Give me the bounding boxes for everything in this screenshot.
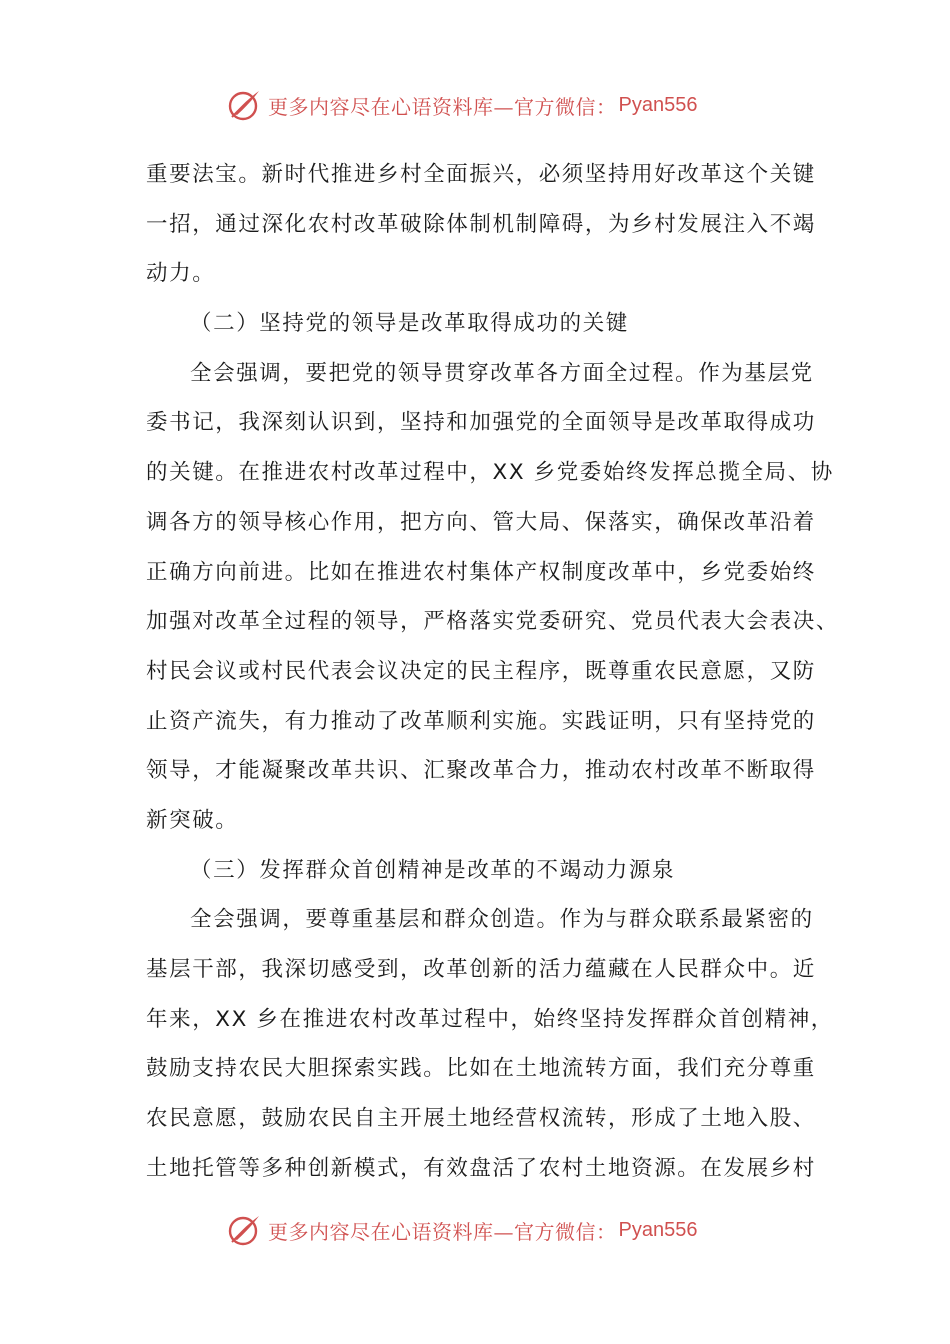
body-line: 正确方向前进。比如在推进农村集体产权制度改革中，乡党委始终 [146, 559, 816, 585]
body-line: 止资产流失，有力推动了改革顺利实施。实践证明，只有坚持党的 [146, 708, 816, 734]
body-line: 重要法宝。新时代推进乡村全面振兴，必须坚持用好改革这个关键 [146, 162, 816, 187]
body-line: 全会强调，要把党的领导贯穿改革各方面全过程。作为基层党 [190, 360, 814, 386]
body-line: 调各方的领导核心作用，把方向、管大局、保落实，确保改革沿着 [146, 509, 816, 535]
header-banner-handle: Pyan556 [618, 93, 698, 116]
body-line: 年来，XX 乡在推进农村改革过程中，始终坚持发挥群众首创精神， [146, 1006, 834, 1032]
body-line: 的关键。在推进农村改革过程中，XX 乡党委始终发挥总揽全局、协 [146, 460, 834, 486]
body-line: 加强对改革全过程的领导，严格落实党委研究、党员代表大会表决、 [146, 609, 840, 635]
body-line: 全会强调，要尊重基层和群众创造。作为与群众联系最紧密的 [190, 907, 814, 933]
footer-banner-handle: Pyan556 [618, 1218, 698, 1241]
footer-banner-text: 更多内容尽在心语资料库—官方微信： [268, 1219, 617, 1244]
header-watermark-banner [226, 85, 697, 125]
footer-watermark-banner [226, 1210, 697, 1250]
header-banner-text: 更多内容尽在心语资料库—官方微信： [268, 94, 617, 119]
body-line: 农民意愿，鼓励农民自主开展土地经营权流转，形成了土地入股、 [146, 1106, 816, 1132]
body-line: 鼓励支持农民大胆探索实践。比如在土地流转方面，我们充分尊重 [146, 1056, 816, 1082]
quill-logo-icon [226, 87, 262, 123]
body-line: 一招，通过深化农村改革破除体制机制障碍，为乡村发展注入不竭 [146, 211, 816, 237]
quill-logo-icon [226, 1212, 262, 1248]
body-line: 新突破。 [146, 807, 239, 833]
body-line: 委书记，我深刻认识到，坚持和加强党的全面领导是改革取得成功 [146, 410, 816, 436]
body-line: 土地托管等多种创新模式，有效盘活了农村土地资源。在发展乡村 [146, 1155, 816, 1181]
body-line: 基层干部，我深切感受到，改革创新的活力蕴藏在人民群众中。近 [146, 957, 816, 982]
section-heading-2: （二）坚持党的领导是改革取得成功的关键 [190, 311, 629, 337]
body-line: 领导，才能凝聚改革共识、汇聚改革合力，推动农村改革不断取得 [146, 758, 816, 784]
document-body [146, 150, 840, 1193]
body-line: 村民会议或村民代表会议决定的民主程序，既尊重农民意愿，又防 [146, 658, 816, 684]
section-heading-3: （三）发挥群众首创精神是改革的不竭动力源泉 [190, 857, 676, 883]
body-line: 动力。 [146, 261, 216, 287]
